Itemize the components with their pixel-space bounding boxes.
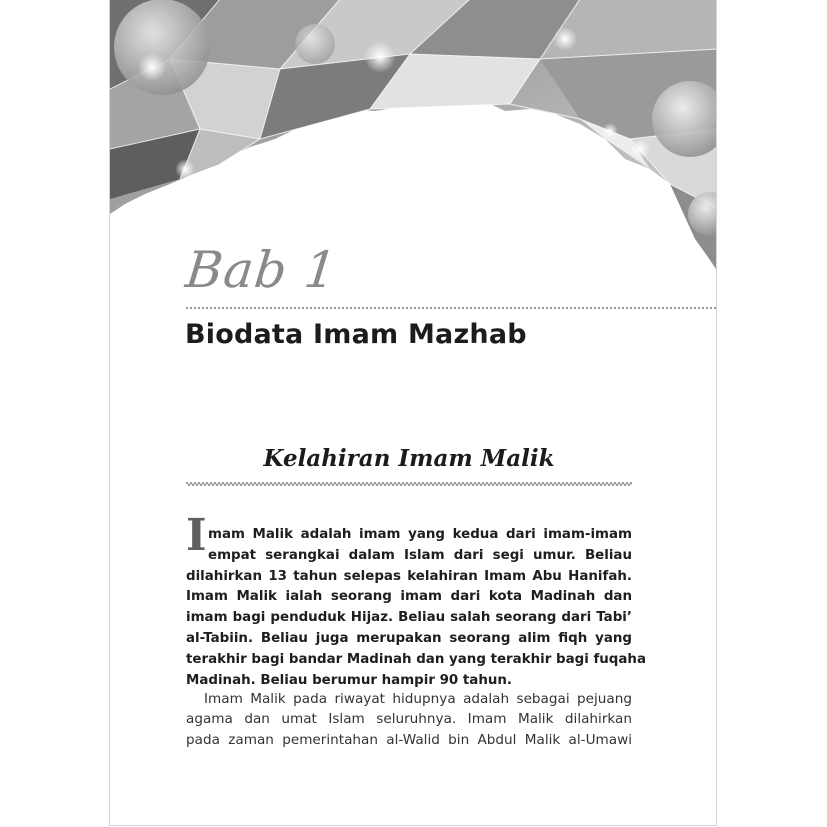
- chapter-title: Biodata Imam Mazhab: [185, 319, 527, 350]
- dropcap-block: [186, 506, 632, 567]
- paragraph-line: pada zaman pemerintahan al-Walid bin Abdul Malik al-Umawi: [186, 731, 632, 748]
- section-heading: Kelahiran Imam Malik: [263, 445, 555, 472]
- chapter-label: Bab 1: [182, 241, 341, 299]
- ornamental-wave-divider: [186, 480, 632, 488]
- chapter-divider: [186, 307, 716, 309]
- paragraph-line: Imam Malik ialah seorang imam dari kota Madinah dan: [186, 589, 632, 605]
- geometric-header-illustration: [110, 0, 717, 279]
- paragraph-line: mam Malik adalah imam yang kedua dari imam-imam: [208, 527, 632, 542]
- paragraph-line: agama dan umat Islam seluruhnya. Imam Malik dilahirkan: [186, 711, 632, 728]
- paragraph-line: imam bagi penduduk Hijaz. Beliau salah seorang dari Tabi’: [186, 610, 632, 626]
- paragraph-line: Madinah. Beliau berumur hampir 90 tahun.: [186, 672, 513, 688]
- paragraph-2: [186, 689, 632, 750]
- paragraph-line: Imam Malik pada riwayat hidupnya adalah sebagai pejuang: [204, 691, 632, 707]
- paragraph-1: [186, 506, 647, 691]
- dropcap-letter: I: [186, 510, 207, 561]
- paragraph-line: dilahirkan 13 tahun selepas kelahiran Imam Abu Hanifah.: [186, 568, 632, 584]
- paragraph-line: empat serangkai dalam Islam dari segi umur. Beliau: [208, 547, 632, 563]
- book-page: [109, 0, 717, 826]
- paragraph-line: terakhir bagi bandar Madinah dan yang terakhir bagi fuqaha: [186, 651, 647, 667]
- paragraph-line: al-Tabiin. Beliau juga merupakan seorang alim fiqh yang: [186, 630, 632, 646]
